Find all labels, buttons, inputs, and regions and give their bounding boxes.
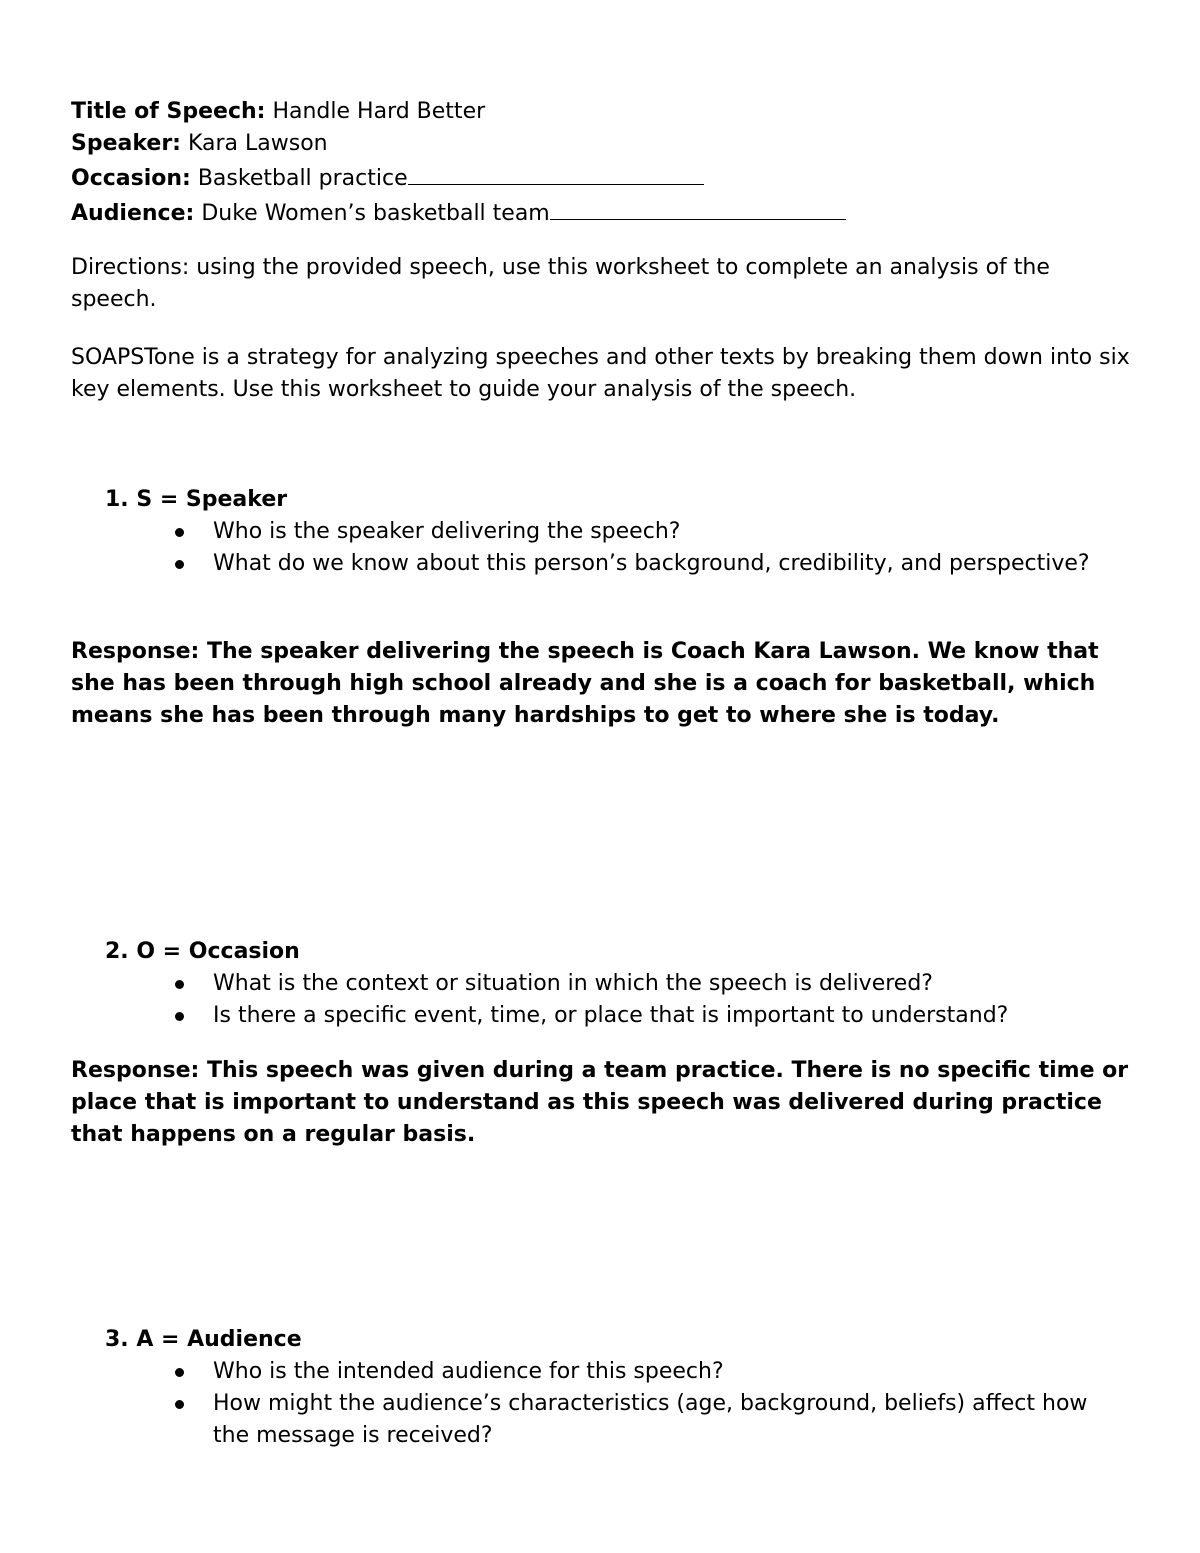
question-text: What is the context or situation in which the speech is delivered?: [213, 971, 933, 996]
bullet-icon: [175, 560, 184, 569]
header-block: [71, 96, 1131, 230]
section-speaker-heading: 1. S = Speaker: [105, 487, 288, 512]
speaker-label: Speaker:: [71, 131, 181, 156]
audience-value: Duke Women’s basketball team: [201, 201, 550, 226]
bullet-icon: [175, 1400, 184, 1409]
question-item: [171, 968, 1121, 1000]
occasion-blank-line: [408, 160, 704, 185]
intro-text: SOAPSTone is a strategy for analyzing speeches and other texts by breaking them down into six key elements. Use this worksheet to guide your analysis of the speech.: [71, 345, 1130, 402]
speaker-value: Kara Lawson: [187, 131, 328, 156]
bullet-icon: [175, 528, 184, 537]
section-audience-questions: [171, 1356, 1121, 1452]
section-audience-heading: 3. A = Audience: [105, 1327, 302, 1352]
question-item: [171, 1000, 1121, 1032]
question-text: Who is the intended audience for this speech?: [213, 1359, 724, 1384]
section-occasion-heading: 2. O = Occasion: [105, 939, 300, 964]
bullet-icon: [175, 1368, 184, 1377]
section-speaker-response: Response: The speaker delivering the speech is Coach Kara Lawson. We know that she has been through high school already and she is a coach for basketball, which means she has been through many hardships to get to where she is today.: [71, 639, 1099, 728]
audience-line: [71, 195, 1131, 230]
title-label: Title of Speech:: [71, 99, 266, 124]
section-speaker-questions: [171, 516, 1121, 580]
occasion-value: Basketball practice: [197, 166, 408, 191]
question-item: [171, 548, 1121, 580]
question-text: Who is the speaker delivering the speech?: [213, 519, 681, 544]
occasion-line: [71, 160, 1131, 195]
question-item: [171, 1356, 1121, 1388]
audience-label: Audience:: [71, 201, 195, 226]
title-line: [71, 96, 1131, 128]
occasion-label: Occasion:: [71, 166, 191, 191]
question-text: Is there a specific event, time, or place that is important to understand?: [213, 1003, 1009, 1028]
section-occasion-questions: [171, 968, 1121, 1032]
bullet-icon: [175, 1012, 184, 1021]
directions-text: Directions: using the provided speech, use this worksheet to complete an analysis of the speech.: [71, 255, 1050, 312]
question-text: What do we know about this person’s background, credibility, and perspective?: [213, 551, 1090, 576]
question-text: How might the audience’s characteristics (age, background, beliefs) affect how the message is received?: [213, 1391, 1088, 1448]
question-item: [171, 1388, 1121, 1452]
speaker-line: [71, 128, 1131, 160]
audience-blank-line: [550, 195, 846, 220]
bullet-icon: [175, 980, 184, 989]
title-value: Handle Hard Better: [272, 99, 486, 124]
question-item: [171, 516, 1121, 548]
section-occasion-response: Response: This speech was given during a team practice. There is no specific time or place that is important to understand as this speech was delivered during practice that happens on a regular basis.: [71, 1058, 1129, 1147]
